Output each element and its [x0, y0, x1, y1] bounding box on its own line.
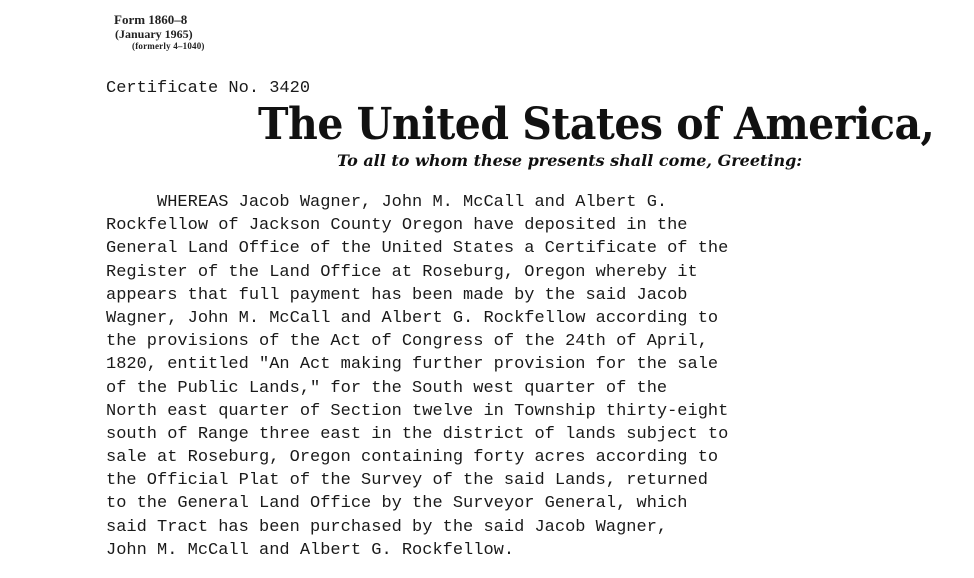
body-line: 1820, entitled "An Act making further provision for the sale	[106, 355, 719, 375]
body-line: Rockfellow of Jackson County Oregon have deposited in the	[106, 216, 688, 236]
body-line: south of Range three east in the district of lands subject to	[106, 424, 729, 444]
body-line: General Land Office of the United States a Certificate of the	[106, 239, 729, 259]
certificate-number-line	[106, 79, 310, 98]
body-line: WHEREAS Jacob Wagner, John M. McCall and Albert G.	[106, 193, 668, 212]
body-line: the provisions of the Act of Congress of the 24th of April,	[106, 332, 708, 352]
body-line: John M. McCall and Albert G. Rockfellow.	[106, 540, 515, 560]
body-line: Register of the Land Office at Roseburg, Oregon whereby it	[106, 262, 698, 282]
body-line: of the Public Lands," for the South west quarter of the	[106, 378, 668, 398]
document-title: The United States of America,	[258, 98, 935, 150]
body-line: appears that full payment has been made by the said Jacob	[106, 285, 688, 305]
greeting-line: To all to whom these presents shall come, Greeting:	[337, 151, 803, 170]
body-line: sale at Roseburg, Oregon containing forty acres according to	[106, 448, 719, 468]
certificate-number: 3420	[269, 79, 311, 98]
body-line: the Official Plat of the Survey of the said Lands, returned	[106, 471, 708, 491]
patent-body-text	[106, 191, 866, 562]
body-line: Wagner, John M. McCall and Albert G. Rockfellow according to	[106, 308, 719, 328]
form-number: Form 1860–8	[114, 12, 188, 27]
form-formerly: (formerly 4–1040)	[132, 41, 205, 52]
form-date: (January 1965)	[115, 27, 193, 42]
body-line: said Tract has been purchased by the said Jacob Wagner,	[106, 517, 668, 537]
form-identifier	[114, 12, 205, 52]
body-line: to the General Land Office by the Surveyor General, which	[106, 494, 688, 514]
body-line: North east quarter of Section twelve in Township thirty-eight	[106, 401, 729, 421]
certificate-label: Certificate No.	[106, 79, 260, 98]
